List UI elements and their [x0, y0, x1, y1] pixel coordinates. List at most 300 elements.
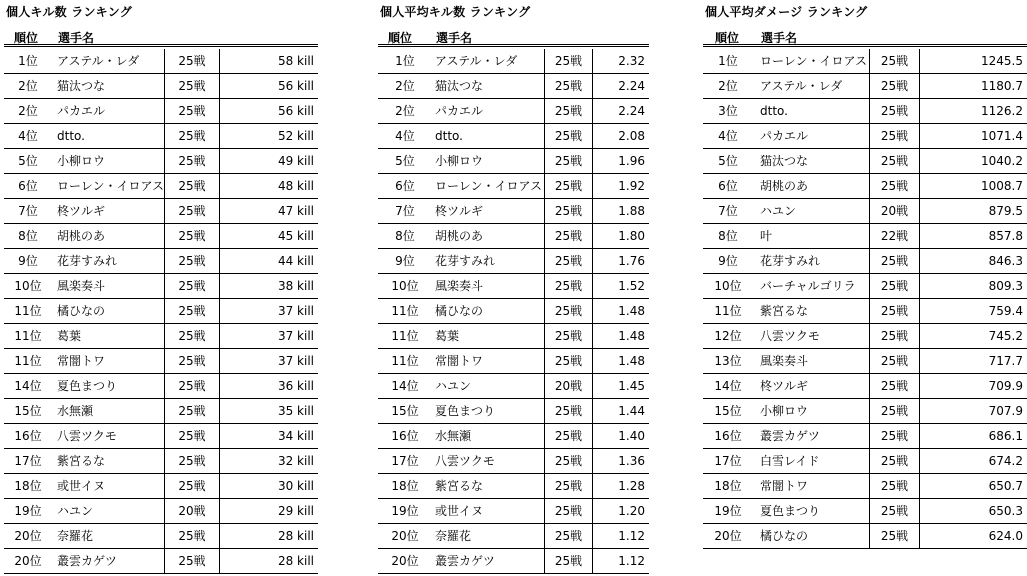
kill-ranking-rows: [4, 49, 318, 574]
table-row: [378, 74, 649, 99]
player-name-cell: ハユン: [57, 504, 94, 518]
player-name-cell: 柊ツルギ: [435, 204, 484, 218]
value-cell: 1.12: [592, 524, 649, 548]
value-cell: 1.80: [592, 224, 649, 248]
value-cell: 1.12: [592, 549, 649, 573]
player-name-cell: 叢雲カゲツ: [435, 554, 495, 568]
table-row: [703, 349, 1027, 374]
rank-cell: 18位: [391, 479, 419, 493]
rank-cell: 19位: [714, 504, 742, 518]
table-row: [378, 474, 649, 499]
table-row: [378, 49, 649, 74]
games-cell: 25戦: [869, 374, 919, 398]
rank-cell: 19位: [14, 504, 42, 518]
player-name-cell: 夏色まつり: [57, 379, 118, 393]
games-cell: 25戦: [869, 49, 919, 73]
games-cell: 25戦: [164, 324, 219, 348]
player-name-cell: 常闇トワ: [57, 354, 106, 368]
header-name: 選手名: [761, 31, 798, 45]
games-cell: 25戦: [164, 449, 219, 473]
rank-cell: 17位: [714, 454, 742, 468]
value-cell: 624.0: [919, 524, 1027, 548]
games-cell: 25戦: [164, 399, 219, 423]
header-rank: 順位: [14, 31, 39, 45]
rank-cell: 6位: [718, 179, 738, 193]
games-cell: 25戦: [544, 524, 592, 548]
player-name-cell: ローレン・イロアス: [57, 179, 164, 193]
player-name-cell: 紫宮るな: [435, 479, 484, 493]
value-cell: 1071.4: [919, 124, 1027, 148]
games-cell: 25戦: [164, 424, 219, 448]
player-name-cell: アステル・レダ: [57, 54, 140, 68]
table-row: [703, 199, 1027, 224]
table-row: [378, 524, 649, 549]
table-row: [378, 374, 649, 399]
games-cell: 25戦: [869, 249, 919, 273]
table-row: [4, 349, 318, 374]
table-row: [4, 174, 318, 199]
value-cell: 2.08: [592, 124, 649, 148]
table-row: [378, 349, 649, 374]
rank-cell: 15位: [391, 404, 419, 418]
value-cell: 759.4: [919, 299, 1027, 323]
player-name-cell: 小柳ロウ: [57, 154, 106, 168]
games-cell: 25戦: [544, 124, 592, 148]
rank-cell: 4位: [395, 129, 415, 143]
value-cell: 650.3: [919, 499, 1027, 523]
player-name-cell: 橘ひなの: [57, 304, 106, 318]
kill-ranking-header: [4, 25, 318, 47]
player-name-cell: 柊ツルギ: [57, 204, 106, 218]
player-name-cell: ローレン・イロアス: [760, 54, 867, 68]
player-name-cell: 奈羅花: [57, 529, 94, 543]
rank-cell: 5位: [718, 154, 738, 168]
player-name-cell: 風楽奏斗: [57, 279, 106, 293]
rank-cell: 5位: [18, 154, 38, 168]
table-row: [703, 449, 1027, 474]
games-cell: 25戦: [869, 274, 919, 298]
player-name-cell: 叢雲カゲツ: [760, 429, 820, 443]
games-cell: 25戦: [164, 224, 219, 248]
value-cell: 28 kill: [219, 524, 318, 548]
value-cell: 1.20: [592, 499, 649, 523]
player-name-cell: 橘ひなの: [760, 529, 809, 543]
games-cell: 25戦: [544, 249, 592, 273]
rank-cell: 4位: [18, 129, 38, 143]
rank-cell: 20位: [14, 554, 42, 568]
table-row: [378, 124, 649, 149]
player-name-cell: ハユン: [760, 204, 797, 218]
rank-cell: 16位: [14, 429, 42, 443]
table-row: [4, 99, 318, 124]
value-cell: 1180.7: [919, 74, 1027, 98]
games-cell: 25戦: [869, 524, 919, 548]
value-cell: 28 kill: [219, 549, 318, 573]
table-row: [4, 549, 318, 574]
table-row: [378, 299, 649, 324]
avg-kill-ranking-header: [378, 25, 649, 47]
value-cell: 745.2: [919, 324, 1027, 348]
games-cell: 25戦: [544, 349, 592, 373]
table-row: [4, 149, 318, 174]
kill-ranking-title: 個人キル数 ランキング: [6, 5, 132, 19]
value-cell: 44 kill: [219, 249, 318, 273]
rank-cell: 7位: [18, 204, 38, 218]
rank-cell: 16位: [714, 429, 742, 443]
rank-cell: 11位: [714, 304, 742, 318]
player-name-cell: 白雪レイド: [760, 454, 820, 468]
games-cell: 25戦: [164, 49, 219, 73]
rank-cell: 18位: [14, 479, 42, 493]
player-name-cell: 胡桃のあ: [435, 229, 484, 243]
rank-cell: 20位: [14, 529, 42, 543]
games-cell: 25戦: [869, 349, 919, 373]
table-row: [378, 99, 649, 124]
table-row: [703, 149, 1027, 174]
player-name-cell: 紫宮るな: [760, 304, 809, 318]
table-row: [703, 174, 1027, 199]
avg-kill-ranking-rows: [378, 49, 649, 574]
header-name: 選手名: [58, 31, 95, 45]
player-name-cell: 橘ひなの: [435, 304, 484, 318]
games-cell: 20戦: [869, 199, 919, 223]
rank-cell: 2位: [718, 79, 738, 93]
games-cell: 25戦: [869, 424, 919, 448]
games-cell: 25戦: [164, 549, 219, 573]
value-cell: 48 kill: [219, 174, 318, 198]
games-cell: 25戦: [869, 324, 919, 348]
table-row: [4, 449, 318, 474]
header-name: 選手名: [436, 31, 473, 45]
value-cell: 49 kill: [219, 149, 318, 173]
games-cell: 25戦: [164, 349, 219, 373]
player-name-cell: 花芽すみれ: [760, 254, 821, 268]
value-cell: 2.32: [592, 49, 649, 73]
rank-cell: 2位: [395, 79, 415, 93]
value-cell: 1008.7: [919, 174, 1027, 198]
rank-cell: 18位: [714, 479, 742, 493]
games-cell: 25戦: [869, 299, 919, 323]
games-cell: 25戦: [164, 274, 219, 298]
rank-cell: 16位: [391, 429, 419, 443]
rank-cell: 20位: [714, 529, 742, 543]
games-cell: 25戦: [544, 149, 592, 173]
rank-cell: 2位: [18, 79, 38, 93]
player-name-cell: 叶: [760, 229, 773, 243]
rank-cell: 1位: [395, 54, 415, 68]
value-cell: 1.96: [592, 149, 649, 173]
player-name-cell: 小柳ロウ: [760, 404, 809, 418]
value-cell: 56 kill: [219, 99, 318, 123]
rank-cell: 15位: [14, 404, 42, 418]
value-cell: 707.9: [919, 399, 1027, 423]
games-cell: 25戦: [164, 524, 219, 548]
table-row: [703, 374, 1027, 399]
value-cell: 686.1: [919, 424, 1027, 448]
games-cell: 25戦: [869, 174, 919, 198]
rank-cell: 11位: [391, 354, 419, 368]
games-cell: 20戦: [164, 499, 219, 523]
avg-damage-ranking-title: 個人平均ダメージ ランキング: [705, 5, 868, 19]
value-cell: 32 kill: [219, 449, 318, 473]
table-row: [703, 274, 1027, 299]
table-row: [4, 524, 318, 549]
value-cell: 1040.2: [919, 149, 1027, 173]
value-cell: 846.3: [919, 249, 1027, 273]
games-cell: 25戦: [869, 474, 919, 498]
table-row: [4, 199, 318, 224]
rank-cell: 10位: [14, 279, 42, 293]
value-cell: 37 kill: [219, 299, 318, 323]
rank-cell: 14位: [714, 379, 742, 393]
player-name-cell: 八雲ツクモ: [435, 454, 495, 468]
games-cell: 25戦: [869, 124, 919, 148]
player-name-cell: バーチャルゴリラ: [760, 279, 856, 293]
games-cell: 25戦: [544, 299, 592, 323]
value-cell: 1.44: [592, 399, 649, 423]
games-cell: 25戦: [869, 399, 919, 423]
rank-cell: 6位: [18, 179, 38, 193]
table-row: [4, 74, 318, 99]
table-row: [378, 324, 649, 349]
player-name-cell: アステル・レダ: [760, 79, 843, 93]
player-name-cell: 花芽すみれ: [435, 254, 496, 268]
value-cell: 34 kill: [219, 424, 318, 448]
value-cell: 709.9: [919, 374, 1027, 398]
rank-cell: 8位: [18, 229, 38, 243]
player-name-cell: 水無瀬: [57, 404, 94, 418]
value-cell: 58 kill: [219, 49, 318, 73]
games-cell: 25戦: [544, 174, 592, 198]
table-row: [378, 199, 649, 224]
player-name-cell: アステル・レダ: [435, 54, 518, 68]
games-cell: 25戦: [544, 274, 592, 298]
table-row: [4, 324, 318, 349]
table-row: [378, 249, 649, 274]
games-cell: 25戦: [164, 199, 219, 223]
player-name-cell: パカエル: [435, 104, 484, 118]
rank-cell: 11位: [14, 354, 42, 368]
games-cell: 25戦: [164, 124, 219, 148]
table-row: [703, 249, 1027, 274]
table-row: [703, 424, 1027, 449]
games-cell: 25戦: [164, 299, 219, 323]
games-cell: 25戦: [164, 74, 219, 98]
table-row: [703, 74, 1027, 99]
player-name-cell: 或世イヌ: [57, 479, 106, 493]
rank-cell: 1位: [18, 54, 38, 68]
games-cell: 25戦: [544, 49, 592, 73]
table-row: [378, 549, 649, 574]
player-name-cell: 小柳ロウ: [435, 154, 484, 168]
value-cell: 37 kill: [219, 324, 318, 348]
player-name-cell: ローレン・イロアス: [435, 179, 542, 193]
value-cell: 1126.2: [919, 99, 1027, 123]
player-name-cell: 叢雲カゲツ: [57, 554, 117, 568]
player-name-cell: 夏色まつり: [760, 504, 821, 518]
table-row: [378, 499, 649, 524]
value-cell: 1.48: [592, 324, 649, 348]
rank-cell: 10位: [391, 279, 419, 293]
games-cell: 25戦: [544, 499, 592, 523]
games-cell: 25戦: [164, 374, 219, 398]
value-cell: 1.45: [592, 374, 649, 398]
games-cell: 25戦: [869, 99, 919, 123]
table-row: [4, 374, 318, 399]
value-cell: 56 kill: [219, 74, 318, 98]
table-row: [703, 124, 1027, 149]
table-row: [4, 399, 318, 424]
rank-cell: 11位: [391, 304, 419, 318]
value-cell: 1.52: [592, 274, 649, 298]
rank-cell: 2位: [395, 104, 415, 118]
table-row: [4, 124, 318, 149]
value-cell: 1.48: [592, 349, 649, 373]
player-name-cell: 八雲ツクモ: [57, 429, 117, 443]
table-row: [703, 224, 1027, 249]
player-name-cell: パカエル: [760, 129, 809, 143]
value-cell: 650.7: [919, 474, 1027, 498]
rank-cell: 19位: [391, 504, 419, 518]
avg-damage-ranking-header: [703, 25, 1027, 47]
table-row: [378, 449, 649, 474]
games-cell: 25戦: [544, 424, 592, 448]
table-row: [378, 224, 649, 249]
rank-cell: 11位: [391, 329, 419, 343]
value-cell: 45 kill: [219, 224, 318, 248]
table-row: [703, 474, 1027, 499]
player-name-cell: 柊ツルギ: [760, 379, 809, 393]
rank-cell: 5位: [395, 154, 415, 168]
player-name-cell: 花芽すみれ: [57, 254, 118, 268]
value-cell: 1.48: [592, 299, 649, 323]
rank-cell: 3位: [718, 104, 738, 118]
games-cell: 22戦: [869, 224, 919, 248]
rank-cell: 11位: [14, 329, 42, 343]
player-name-cell: 葛葉: [435, 329, 460, 343]
value-cell: 35 kill: [219, 399, 318, 423]
rank-cell: 8位: [395, 229, 415, 243]
player-name-cell: 猫汰つな: [760, 154, 809, 168]
rank-cell: 17位: [14, 454, 42, 468]
rank-cell: 14位: [391, 379, 419, 393]
value-cell: 47 kill: [219, 199, 318, 223]
games-cell: 25戦: [164, 174, 219, 198]
table-row: [703, 299, 1027, 324]
value-cell: 809.3: [919, 274, 1027, 298]
header-rank: 順位: [715, 31, 740, 45]
player-name-cell: 葛葉: [57, 329, 82, 343]
table-row: [4, 299, 318, 324]
games-cell: 25戦: [544, 324, 592, 348]
games-cell: 25戦: [869, 74, 919, 98]
table-row: [703, 399, 1027, 424]
table-row: [703, 49, 1027, 74]
player-name-cell: パカエル: [57, 104, 106, 118]
value-cell: 2.24: [592, 99, 649, 123]
rank-cell: 7位: [395, 204, 415, 218]
value-cell: 2.24: [592, 74, 649, 98]
value-cell: 1.28: [592, 474, 649, 498]
avg-damage-ranking-rows: [703, 49, 1027, 549]
table-row: [4, 49, 318, 74]
games-cell: 25戦: [544, 224, 592, 248]
player-name-cell: 水無瀬: [435, 429, 472, 443]
games-cell: 25戦: [869, 149, 919, 173]
rank-cell: 9位: [18, 254, 38, 268]
games-cell: 25戦: [164, 99, 219, 123]
games-cell: 25戦: [544, 99, 592, 123]
value-cell: 52 kill: [219, 124, 318, 148]
rank-cell: 10位: [714, 279, 742, 293]
table-row: [703, 524, 1027, 549]
table-row: [703, 99, 1027, 124]
games-cell: 25戦: [544, 449, 592, 473]
player-name-cell: 胡桃のあ: [760, 179, 809, 193]
value-cell: 1245.5: [919, 49, 1027, 73]
rank-cell: 17位: [391, 454, 419, 468]
value-cell: 1.40: [592, 424, 649, 448]
player-name-cell: 猫汰つな: [435, 79, 484, 93]
player-name-cell: 紫宮るな: [57, 454, 106, 468]
player-name-cell: 常闇トワ: [435, 354, 484, 368]
games-cell: 25戦: [544, 549, 592, 573]
games-cell: 25戦: [164, 149, 219, 173]
table-row: [378, 274, 649, 299]
rank-cell: 14位: [14, 379, 42, 393]
value-cell: 29 kill: [219, 499, 318, 523]
player-name-cell: dtto.: [57, 129, 85, 143]
value-cell: 674.2: [919, 449, 1027, 473]
player-name-cell: 常闇トワ: [760, 479, 809, 493]
table-row: [4, 249, 318, 274]
table-row: [378, 399, 649, 424]
value-cell: 30 kill: [219, 474, 318, 498]
player-name-cell: ハユン: [435, 379, 472, 393]
player-name-cell: 奈羅花: [435, 529, 472, 543]
value-cell: 1.36: [592, 449, 649, 473]
rank-cell: 8位: [718, 229, 738, 243]
player-name-cell: dtto.: [435, 129, 463, 143]
value-cell: 1.92: [592, 174, 649, 198]
rank-cell: 6位: [395, 179, 415, 193]
table-row: [4, 224, 318, 249]
value-cell: 1.76: [592, 249, 649, 273]
value-cell: 879.5: [919, 199, 1027, 223]
table-row: [4, 424, 318, 449]
games-cell: 25戦: [164, 249, 219, 273]
rank-cell: 9位: [718, 254, 738, 268]
player-name-cell: 猫汰つな: [57, 79, 106, 93]
rank-cell: 9位: [395, 254, 415, 268]
player-name-cell: 風楽奏斗: [760, 354, 809, 368]
games-cell: 25戦: [544, 199, 592, 223]
rank-cell: 12位: [714, 329, 742, 343]
table-row: [378, 174, 649, 199]
table-row: [378, 424, 649, 449]
table-row: [378, 149, 649, 174]
player-name-cell: 八雲ツクモ: [760, 329, 820, 343]
table-row: [4, 499, 318, 524]
games-cell: 25戦: [544, 399, 592, 423]
value-cell: 717.7: [919, 349, 1027, 373]
rank-cell: 7位: [718, 204, 738, 218]
value-cell: 36 kill: [219, 374, 318, 398]
table-row: [4, 274, 318, 299]
games-cell: 25戦: [869, 499, 919, 523]
table-row: [703, 324, 1027, 349]
rank-cell: 20位: [391, 529, 419, 543]
